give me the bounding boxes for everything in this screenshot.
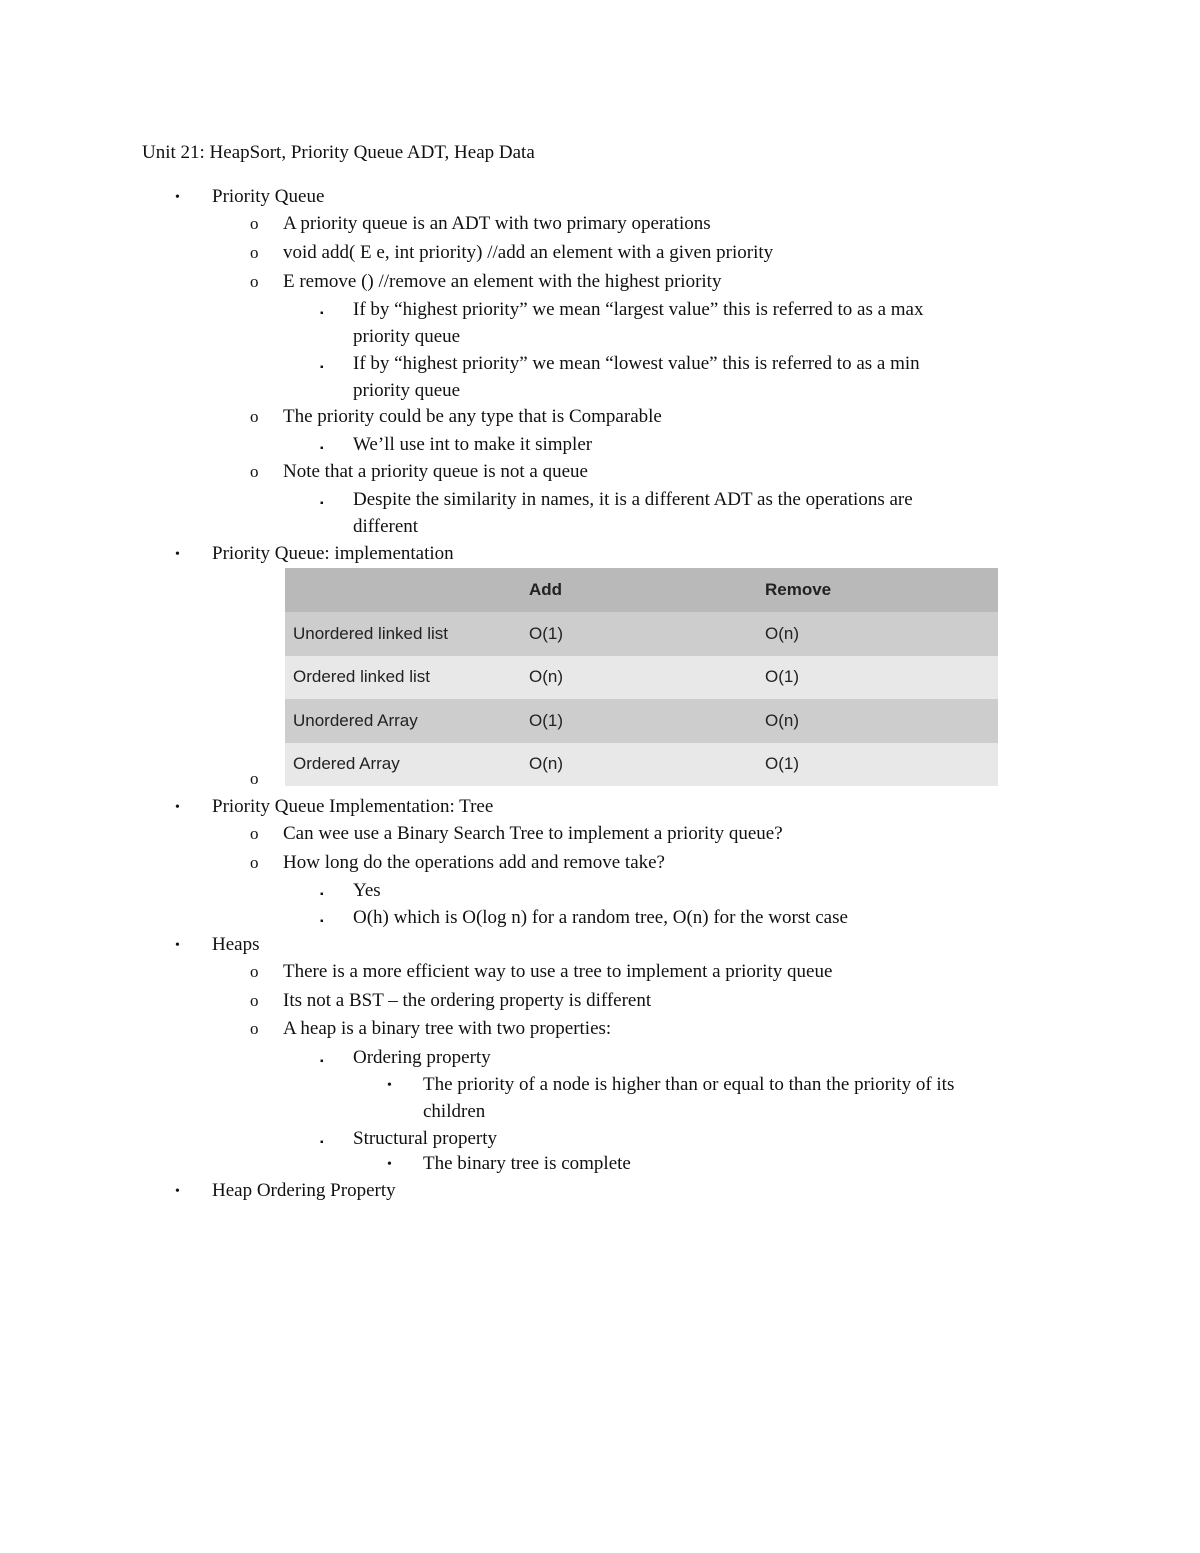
level4-item [387, 1152, 631, 1176]
subsub-text: We’ll use int to make it simpler [353, 434, 593, 455]
sub-item [250, 960, 833, 984]
table-cell: Ordered Array [285, 743, 521, 787]
level4-marker: • [387, 1157, 392, 1172]
bullet-text: Heaps [212, 934, 260, 955]
sub-item [250, 851, 665, 875]
sub-marker: o [250, 407, 259, 426]
bullet-item [175, 795, 494, 819]
bullet-item [175, 542, 454, 566]
sub-text: Note that a priority queue is not a queue [283, 461, 588, 482]
sub-text: A priority queue is an ADT with two primary operations [283, 213, 711, 234]
continuation-text: priority queue [353, 380, 461, 401]
table-row [285, 699, 998, 743]
level4-marker: • [387, 1078, 392, 1093]
sub-marker: o [250, 824, 259, 843]
level4-text: The binary tree is complete [423, 1153, 631, 1174]
sub-marker: o [250, 853, 259, 872]
table-cell: O(1) [521, 699, 757, 743]
subsub-text: If by “highest priority” we mean “largest value” this is referred to as a max [353, 299, 924, 320]
sub-marker: o [250, 962, 259, 981]
subsub-text: O(h) which is O(log n) for a random tree, O(n) for the worst case [353, 907, 848, 928]
sub-marker: o [250, 272, 259, 291]
subsub-item [320, 433, 593, 457]
complexity-table [285, 568, 998, 786]
sub-text: There is a more efficient way to use a tree to implement a priority queue [283, 961, 833, 982]
table-header-cell [285, 568, 521, 612]
subsub-marker: ▪ [320, 362, 324, 373]
sub-marker: o [250, 462, 259, 481]
bullet-item [175, 1179, 396, 1203]
subsub-item [320, 1046, 491, 1070]
sub-marker: o [250, 1019, 259, 1038]
level4-text: The priority of a node is higher than or equal to than the priority of its [423, 1074, 955, 1095]
table-row [285, 656, 998, 700]
sub-marker: o [250, 991, 259, 1010]
subsub-text: If by “highest priority” we mean “lowest value” this is referred to as a min [353, 353, 920, 374]
table-row [285, 612, 998, 656]
sub-marker: o [250, 214, 259, 233]
table-cell: O(n) [521, 743, 757, 787]
table-cell: O(1) [757, 656, 998, 700]
sub-text: Can wee use a Binary Search Tree to implement a priority queue? [283, 823, 783, 844]
sub-item [250, 405, 662, 429]
sub-text: A heap is a binary tree with two properties: [283, 1018, 612, 1039]
subsub-item [320, 879, 381, 903]
subsub-text: Structural property [353, 1128, 498, 1149]
level4-item [387, 1073, 955, 1097]
sub-marker: o [250, 769, 259, 788]
continuation-text: priority queue [353, 326, 461, 347]
sub-text: How long do the operations add and remove take? [283, 852, 665, 873]
table-header-cell: Remove [757, 568, 998, 612]
table-cell: O(n) [521, 656, 757, 700]
sub-item [250, 989, 652, 1013]
table-cell: Unordered linked list [285, 612, 521, 656]
table-cell: Ordered linked list [285, 656, 521, 700]
subsub-marker: ▪ [320, 889, 324, 900]
table-cell: O(1) [757, 743, 998, 787]
page-title: Unit 21: HeapSort, Priority Queue ADT, Heap Data [142, 142, 535, 163]
subsub-marker: ▪ [320, 1056, 324, 1067]
table-header-row [285, 568, 998, 612]
subsub-item [320, 1127, 498, 1151]
sub-text: The priority could be any type that is Comparable [283, 406, 662, 427]
subsub-marker: ▪ [320, 498, 324, 509]
subsub-marker: ▪ [320, 308, 324, 319]
sub-item [250, 241, 774, 265]
bullet-marker: • [175, 800, 180, 815]
subsub-marker: ▪ [320, 443, 324, 454]
bullet-marker: • [175, 1184, 180, 1199]
bullet-marker: • [175, 547, 180, 562]
subsub-text: Ordering property [353, 1047, 491, 1068]
subsub-text: Yes [353, 880, 381, 901]
bullet-text: Priority Queue Implementation: Tree [212, 796, 494, 817]
subsub-marker: ▪ [320, 916, 324, 927]
bullet-text: Priority Queue [212, 186, 325, 207]
subsub-text: Despite the similarity in names, it is a different ADT as the operations are [353, 489, 913, 510]
bullet-item [175, 933, 260, 957]
subsub-item [320, 298, 924, 322]
sub-text: void add( E e, int priority) //add an element with a given priority [283, 242, 774, 263]
sub-item [250, 270, 722, 294]
sub-marker: o [250, 243, 259, 262]
table-cell: O(n) [757, 699, 998, 743]
bullet-item [175, 185, 325, 209]
sub-item [250, 212, 711, 236]
continuation-text: different [353, 516, 419, 537]
table-row [285, 743, 998, 787]
table-cell: Unordered Array [285, 699, 521, 743]
subsub-marker: ▪ [320, 1137, 324, 1148]
sub-item [250, 822, 783, 846]
subsub-item [320, 906, 848, 930]
continuation-text: children [423, 1101, 486, 1122]
subsub-item [320, 352, 920, 376]
bullet-text: Priority Queue: implementation [212, 543, 454, 564]
subsub-item [320, 488, 913, 512]
sub-item [250, 1017, 612, 1041]
bullet-text: Heap Ordering Property [212, 1180, 396, 1201]
sub-text: E remove () //remove an element with the highest priority [283, 271, 722, 292]
table-cell: O(1) [521, 612, 757, 656]
sub-text: Its not a BST – the ordering property is different [283, 990, 652, 1011]
bullet-marker: • [175, 190, 180, 205]
sub-item [250, 460, 588, 484]
table-cell: O(n) [757, 612, 998, 656]
table-header-cell: Add [521, 568, 757, 612]
bullet-marker: • [175, 938, 180, 953]
